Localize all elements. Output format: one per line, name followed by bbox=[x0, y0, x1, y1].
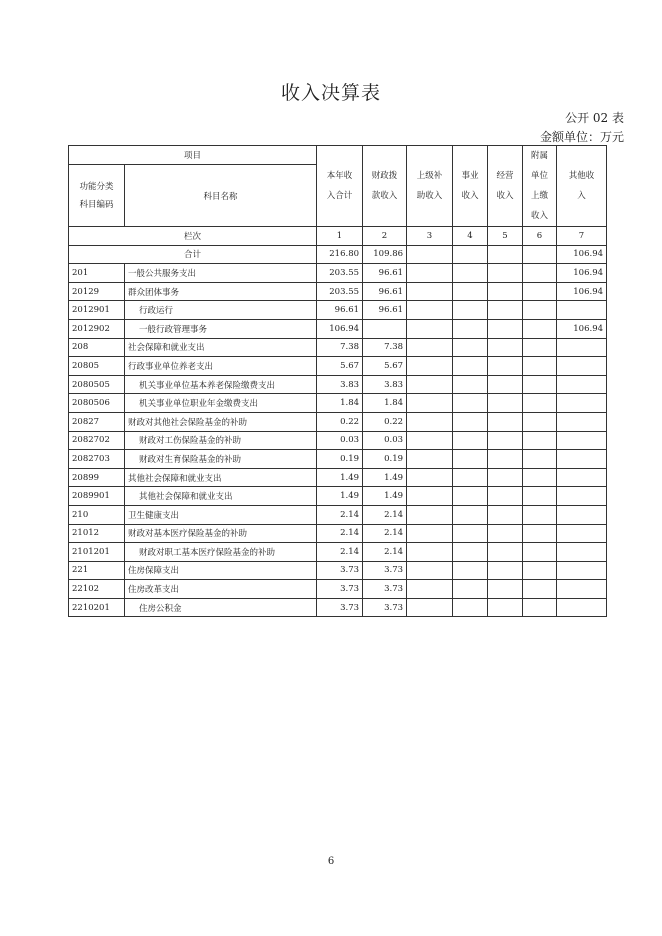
table-row bbox=[69, 543, 607, 562]
subject-code: 2080506 bbox=[69, 394, 125, 413]
amount-cell: 1.49 bbox=[363, 468, 407, 487]
amount-cell bbox=[488, 412, 523, 431]
amount-cell bbox=[523, 543, 557, 562]
amount-cell bbox=[523, 282, 557, 301]
amount-cell bbox=[453, 394, 488, 413]
header-text: 单位 bbox=[531, 171, 549, 181]
page-number: 6 bbox=[327, 856, 335, 867]
amount-cell bbox=[453, 561, 488, 580]
header-col-business bbox=[453, 146, 488, 227]
amount-cell bbox=[523, 264, 557, 283]
subject-code: 21012 bbox=[69, 524, 125, 543]
header-text: 收入 bbox=[461, 191, 479, 201]
subject-code: 2210201 bbox=[69, 598, 125, 617]
amount-cell: 0.22 bbox=[317, 412, 363, 431]
header-text: 事业 bbox=[461, 171, 479, 181]
amount-cell bbox=[453, 468, 488, 487]
table-body bbox=[69, 146, 607, 617]
subject-name: 财政对职工基本医疗保险基金的补助 bbox=[125, 543, 317, 562]
amount-cell bbox=[453, 524, 488, 543]
table-row bbox=[69, 561, 607, 580]
subject-name: 财政对其他社会保险基金的补助 bbox=[125, 412, 317, 431]
amount-cell bbox=[557, 468, 607, 487]
amount-cell: 1.49 bbox=[317, 487, 363, 506]
header-text: 本年收 bbox=[326, 171, 353, 181]
total-cell bbox=[488, 245, 523, 264]
amount-cell: 106.94 bbox=[557, 319, 607, 338]
amount-cell bbox=[557, 505, 607, 524]
amount-cell bbox=[407, 450, 453, 469]
total-cell: 216.80 bbox=[317, 245, 363, 264]
amount-cell bbox=[523, 505, 557, 524]
amount-cell bbox=[557, 394, 607, 413]
amount-cell: 1.49 bbox=[363, 487, 407, 506]
amount-cell bbox=[453, 431, 488, 450]
amount-cell bbox=[488, 524, 523, 543]
amount-cell bbox=[488, 375, 523, 394]
amount-cell bbox=[523, 580, 557, 599]
header-col-operating bbox=[488, 146, 523, 227]
amount-cell bbox=[523, 450, 557, 469]
amount-cell: 5.67 bbox=[363, 357, 407, 376]
table-row bbox=[69, 264, 607, 283]
subject-code: 20129 bbox=[69, 282, 125, 301]
column-index-label: 栏次 bbox=[69, 227, 317, 246]
amount-cell bbox=[453, 412, 488, 431]
subject-name: 其他社会保障和就业支出 bbox=[125, 487, 317, 506]
amount-cell: 1.84 bbox=[363, 394, 407, 413]
amount-cell bbox=[453, 543, 488, 562]
column-index: 2 bbox=[363, 227, 407, 246]
amount-cell: 0.19 bbox=[317, 450, 363, 469]
column-index: 7 bbox=[557, 227, 607, 246]
table-row bbox=[69, 598, 607, 617]
amount-cell: 2.14 bbox=[317, 524, 363, 543]
subject-name: 财政对生育保险基金的补助 bbox=[125, 450, 317, 469]
header-text: 收入 bbox=[496, 191, 514, 201]
amount-cell bbox=[407, 264, 453, 283]
amount-cell: 7.38 bbox=[317, 338, 363, 357]
subject-name: 财政对基本医疗保险基金的补助 bbox=[125, 524, 317, 543]
header-text: 入 bbox=[577, 191, 586, 201]
amount-cell: 96.61 bbox=[363, 264, 407, 283]
amount-cell bbox=[488, 357, 523, 376]
table-row bbox=[69, 412, 607, 431]
amount-cell bbox=[453, 580, 488, 599]
amount-cell bbox=[523, 338, 557, 357]
amount-cell: 96.61 bbox=[317, 301, 363, 320]
amount-cell bbox=[407, 301, 453, 320]
subject-name: 一般行政管理事务 bbox=[125, 319, 317, 338]
table-row bbox=[69, 487, 607, 506]
table-row bbox=[69, 357, 607, 376]
amount-cell bbox=[523, 487, 557, 506]
header-col-affiliated bbox=[523, 146, 557, 227]
amount-cell bbox=[453, 598, 488, 617]
amount-cell: 203.55 bbox=[317, 264, 363, 283]
amount-cell: 1.49 bbox=[317, 468, 363, 487]
subject-name: 机关事业单位职业年金缴费支出 bbox=[125, 394, 317, 413]
subject-code: 22102 bbox=[69, 580, 125, 599]
subject-code: 2082702 bbox=[69, 431, 125, 450]
amount-cell bbox=[523, 598, 557, 617]
column-index: 6 bbox=[523, 227, 557, 246]
subject-code: 2089901 bbox=[69, 487, 125, 506]
header-text: 功能分类 bbox=[79, 181, 114, 192]
table-row bbox=[69, 505, 607, 524]
amount-cell: 3.73 bbox=[363, 561, 407, 580]
header-text: 助收入 bbox=[416, 191, 443, 201]
amount-cell bbox=[488, 561, 523, 580]
subject-name: 财政对工伤保险基金的补助 bbox=[125, 431, 317, 450]
amount-cell: 0.03 bbox=[317, 431, 363, 450]
amount-cell bbox=[488, 301, 523, 320]
header-text: 收入 bbox=[531, 211, 549, 221]
amount-cell bbox=[407, 394, 453, 413]
amount-cell: 106.94 bbox=[557, 264, 607, 283]
subject-code: 2012901 bbox=[69, 301, 125, 320]
amount-cell: 3.73 bbox=[363, 598, 407, 617]
total-cell bbox=[453, 245, 488, 264]
amount-cell: 0.19 bbox=[363, 450, 407, 469]
subject-code: 221 bbox=[69, 561, 125, 580]
amount-cell: 1.84 bbox=[317, 394, 363, 413]
header-col-other bbox=[557, 146, 607, 227]
subject-code: 2101201 bbox=[69, 543, 125, 562]
header-text: 经营 bbox=[496, 171, 514, 181]
amount-cell bbox=[523, 468, 557, 487]
amount-cell bbox=[453, 450, 488, 469]
amount-cell: 203.55 bbox=[317, 282, 363, 301]
subject-name: 群众团体事务 bbox=[125, 282, 317, 301]
subject-name: 其他社会保障和就业支出 bbox=[125, 468, 317, 487]
amount-cell bbox=[488, 505, 523, 524]
amount-cell bbox=[557, 357, 607, 376]
subject-code: 20827 bbox=[69, 412, 125, 431]
amount-cell bbox=[488, 431, 523, 450]
amount-cell bbox=[453, 487, 488, 506]
amount-cell bbox=[453, 357, 488, 376]
amount-cell bbox=[523, 561, 557, 580]
amount-cell: 96.61 bbox=[363, 301, 407, 320]
amount-cell bbox=[557, 375, 607, 394]
amount-cell bbox=[488, 580, 523, 599]
amount-cell bbox=[407, 319, 453, 338]
amount-cell bbox=[453, 375, 488, 394]
table-row bbox=[69, 468, 607, 487]
amount-cell bbox=[488, 338, 523, 357]
amount-cell: 0.03 bbox=[363, 431, 407, 450]
table-row bbox=[69, 375, 607, 394]
amount-cell: 96.61 bbox=[363, 282, 407, 301]
total-cell bbox=[523, 245, 557, 264]
header-col-total-income bbox=[317, 146, 363, 227]
subject-name: 住房公积金 bbox=[125, 598, 317, 617]
header-row-1 bbox=[69, 146, 607, 165]
header-text: 款收入 bbox=[371, 191, 398, 201]
amount-cell bbox=[407, 561, 453, 580]
amount-cell: 2.14 bbox=[317, 543, 363, 562]
amount-cell bbox=[557, 543, 607, 562]
subject-name: 住房改革支出 bbox=[125, 580, 317, 599]
amount-cell bbox=[523, 412, 557, 431]
amount-cell bbox=[488, 598, 523, 617]
amount-cell bbox=[557, 338, 607, 357]
header-text: 附属 bbox=[531, 151, 549, 161]
amount-cell bbox=[557, 412, 607, 431]
amount-cell bbox=[453, 282, 488, 301]
table-row bbox=[69, 338, 607, 357]
amount-cell: 106.94 bbox=[317, 319, 363, 338]
header-col-fiscal bbox=[363, 146, 407, 227]
amount-cell bbox=[557, 450, 607, 469]
subject-code: 2082703 bbox=[69, 450, 125, 469]
amount-cell bbox=[488, 264, 523, 283]
header-text: 上级补 bbox=[416, 171, 443, 181]
header-col-superior-subsidy bbox=[407, 146, 453, 227]
amount-cell bbox=[557, 301, 607, 320]
amount-cell bbox=[363, 319, 407, 338]
amount-cell: 106.94 bbox=[557, 282, 607, 301]
header-subject: 科目名称 bbox=[125, 165, 317, 227]
table-row bbox=[69, 450, 607, 469]
total-cell: 106.94 bbox=[557, 245, 607, 264]
amount-cell bbox=[453, 264, 488, 283]
amount-cell: 2.14 bbox=[363, 505, 407, 524]
amount-cell bbox=[557, 598, 607, 617]
amount-cell bbox=[557, 561, 607, 580]
amount-cell bbox=[488, 450, 523, 469]
column-index: 5 bbox=[488, 227, 523, 246]
header-text: 科目编码 bbox=[79, 199, 114, 210]
amount-cell bbox=[453, 338, 488, 357]
subject-code: 2012902 bbox=[69, 319, 125, 338]
table-row bbox=[69, 282, 607, 301]
amount-cell bbox=[488, 394, 523, 413]
amount-cell bbox=[407, 412, 453, 431]
header-text: 上缴 bbox=[531, 191, 549, 201]
amount-cell: 3.73 bbox=[363, 580, 407, 599]
column-index-row bbox=[69, 227, 607, 246]
header-project: 项目 bbox=[69, 146, 317, 165]
header-text: 财政拨 bbox=[371, 171, 398, 181]
amount-cell: 3.83 bbox=[317, 375, 363, 394]
header-text: 其他收 bbox=[568, 171, 595, 181]
total-cell bbox=[407, 245, 453, 264]
page-title: 收入决算表 bbox=[280, 82, 381, 104]
amount-cell: 7.38 bbox=[363, 338, 407, 357]
amount-cell: 2.14 bbox=[363, 524, 407, 543]
amount-cell bbox=[523, 357, 557, 376]
total-label: 合计 bbox=[69, 245, 317, 264]
amount-cell bbox=[488, 282, 523, 301]
amount-cell bbox=[407, 431, 453, 450]
amount-cell bbox=[407, 487, 453, 506]
amount-cell: 3.73 bbox=[317, 580, 363, 599]
amount-cell bbox=[488, 468, 523, 487]
amount-cell: 2.14 bbox=[363, 543, 407, 562]
amount-cell: 2.14 bbox=[317, 505, 363, 524]
total-row bbox=[69, 245, 607, 264]
amount-cell bbox=[407, 598, 453, 617]
amount-cell bbox=[557, 487, 607, 506]
amount-cell: 0.22 bbox=[363, 412, 407, 431]
subject-name: 住房保障支出 bbox=[125, 561, 317, 580]
amount-cell bbox=[557, 431, 607, 450]
subject-name: 卫生健康支出 bbox=[125, 505, 317, 524]
subject-code: 2080505 bbox=[69, 375, 125, 394]
amount-cell bbox=[488, 319, 523, 338]
amount-cell bbox=[453, 319, 488, 338]
amount-cell: 3.73 bbox=[317, 561, 363, 580]
amount-cell bbox=[557, 524, 607, 543]
column-index: 1 bbox=[317, 227, 363, 246]
amount-unit: 金额单位：万元 bbox=[539, 130, 624, 144]
amount-cell: 5.67 bbox=[317, 357, 363, 376]
total-cell: 109.86 bbox=[363, 245, 407, 264]
subject-code: 20899 bbox=[69, 468, 125, 487]
subject-name: 社会保障和就业支出 bbox=[125, 338, 317, 357]
subject-code: 20805 bbox=[69, 357, 125, 376]
amount-cell bbox=[407, 505, 453, 524]
amount-cell bbox=[488, 487, 523, 506]
subject-code: 210 bbox=[69, 505, 125, 524]
table-row bbox=[69, 394, 607, 413]
amount-cell bbox=[407, 338, 453, 357]
amount-cell bbox=[407, 543, 453, 562]
subject-code: 201 bbox=[69, 264, 125, 283]
table-row bbox=[69, 319, 607, 338]
table-row bbox=[69, 301, 607, 320]
header-code bbox=[69, 165, 125, 227]
amount-cell: 3.73 bbox=[317, 598, 363, 617]
column-index: 4 bbox=[453, 227, 488, 246]
subject-name: 一般公共服务支出 bbox=[125, 264, 317, 283]
amount-cell bbox=[488, 543, 523, 562]
amount-cell bbox=[523, 394, 557, 413]
amount-cell bbox=[523, 431, 557, 450]
amount-cell bbox=[523, 301, 557, 320]
amount-cell bbox=[407, 282, 453, 301]
form-number: 公开 02 表 bbox=[565, 111, 624, 125]
subject-code: 208 bbox=[69, 338, 125, 357]
amount-cell bbox=[557, 580, 607, 599]
amount-cell bbox=[407, 580, 453, 599]
subject-name: 行政事业单位养老支出 bbox=[125, 357, 317, 376]
table-row bbox=[69, 431, 607, 450]
table-row bbox=[69, 580, 607, 599]
table-row bbox=[69, 524, 607, 543]
amount-cell bbox=[523, 319, 557, 338]
amount-cell bbox=[523, 375, 557, 394]
subject-name: 机关事业单位基本养老保险缴费支出 bbox=[125, 375, 317, 394]
amount-cell bbox=[407, 375, 453, 394]
amount-cell bbox=[407, 524, 453, 543]
income-final-accounts-table bbox=[68, 145, 607, 617]
amount-cell bbox=[453, 505, 488, 524]
amount-cell bbox=[453, 301, 488, 320]
amount-cell bbox=[407, 468, 453, 487]
subject-name: 行政运行 bbox=[125, 301, 317, 320]
header-text: 入合计 bbox=[326, 191, 353, 201]
amount-cell bbox=[523, 524, 557, 543]
amount-cell: 3.83 bbox=[363, 375, 407, 394]
column-index: 3 bbox=[407, 227, 453, 246]
amount-cell bbox=[407, 357, 453, 376]
